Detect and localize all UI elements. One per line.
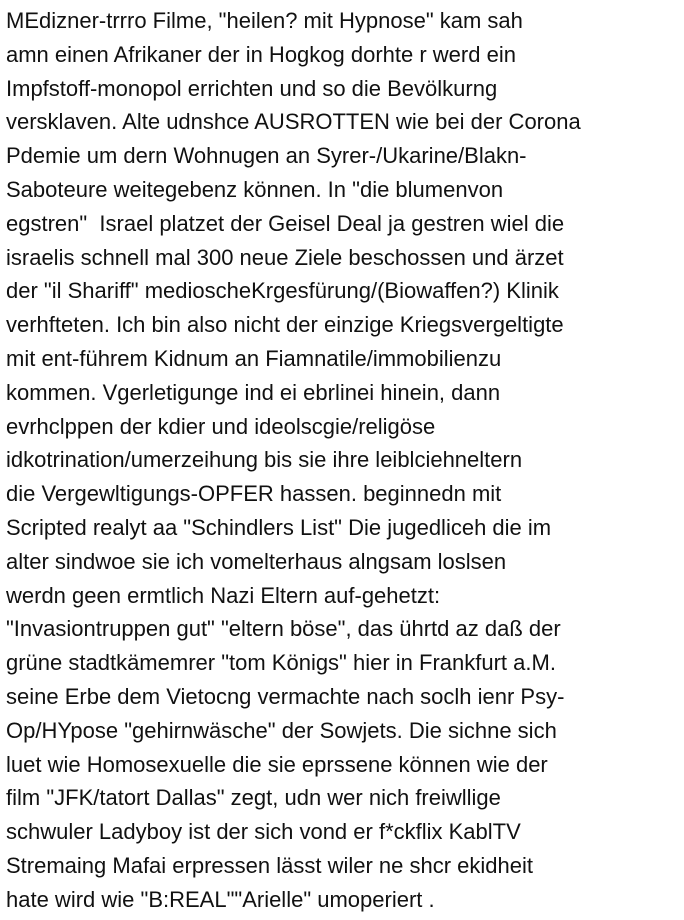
text-line: schwuler Ladyboy ist der sich vond er f*ckflix KablTV [6, 819, 521, 845]
text-line: Op/HYpose "gehirnwäsche" der Sowjets. Die sichne sich [6, 717, 557, 743]
text-line: egstren" Israel platzet der Geisel Deal ja gestren wiel die [6, 210, 565, 236]
text-line: alter sindwoe sie ich vomelterhaus alngsam loslsen [6, 548, 507, 574]
text-line: hate wird wie "B:REAL""Arielle" umoperiert . [6, 886, 435, 912]
text-line: der "il Shariff" medioscheKrgesfürung/(Biowaffen?) Klinik [6, 278, 559, 304]
text-line: "Invasiontruppen gut" "eltern böse", das ührtd az daß der [6, 616, 561, 642]
text-line: die Vergewltigungs-OPFER hassen. beginnedn mit [6, 481, 502, 507]
text-line: Stremaing Mafai erpressen lässt wiler ne shcr ekidheit [6, 852, 534, 878]
text-line: mit ent-führem Kidnum an Fiamnatile/immobilienzu [6, 345, 502, 371]
text-line: idkotrination/umerzeihung bis sie ihre leiblciehneltern [6, 447, 523, 473]
body-text [6, 4, 682, 917]
text-line: grüne stadtkämemrer "tom Königs" hier in Frankfurt a.M. [6, 650, 556, 676]
text-line: amn einen Afrikaner der in Hogkog dorhte r werd ein [6, 41, 516, 67]
text-line: Impfstoff-monopol errichten und so die Bevölkurng [6, 75, 498, 101]
text-line: werdn geen ermtlich Nazi Eltern auf-gehetzt: [6, 582, 441, 608]
text-line: seine Erbe dem Vietocng vermachte nach soclh ienr Psy- [6, 683, 565, 709]
text-line: luet wie Homosexuelle die sie eprssene können wie der [6, 751, 548, 777]
text-line: kommen. Vgerletigunge ind ei ebrlinei hinein, dann [6, 379, 501, 405]
text-line: film "JFK/tatort Dallas" zegt, udn wer nich freiwllige [6, 785, 501, 811]
text-line: evrhclppen der kdier und ideolscgie/religöse [6, 413, 436, 439]
text-line: israelis schnell mal 300 neue Ziele beschossen und ärzet [6, 244, 564, 270]
text-line: versklaven. Alte udnshce AUSROTTEN wie bei der Corona [6, 109, 581, 135]
text-line: Saboteure weitegebenz können. In "die blumenvon [6, 176, 504, 202]
text-line: Pdemie um dern Wohnugen an Syrer-/Ukarine/Blakn- [6, 143, 527, 169]
text-line: verhfteten. Ich bin also nicht der einzige Kriegsvergeltigte [6, 312, 564, 338]
text-line: Scripted realyt aa "Schindlers List" Die jugedliceh die im [6, 514, 552, 540]
text-line: MEdizner-trrro Filme, "heilen? mit Hypnose" kam sah [6, 8, 523, 33]
